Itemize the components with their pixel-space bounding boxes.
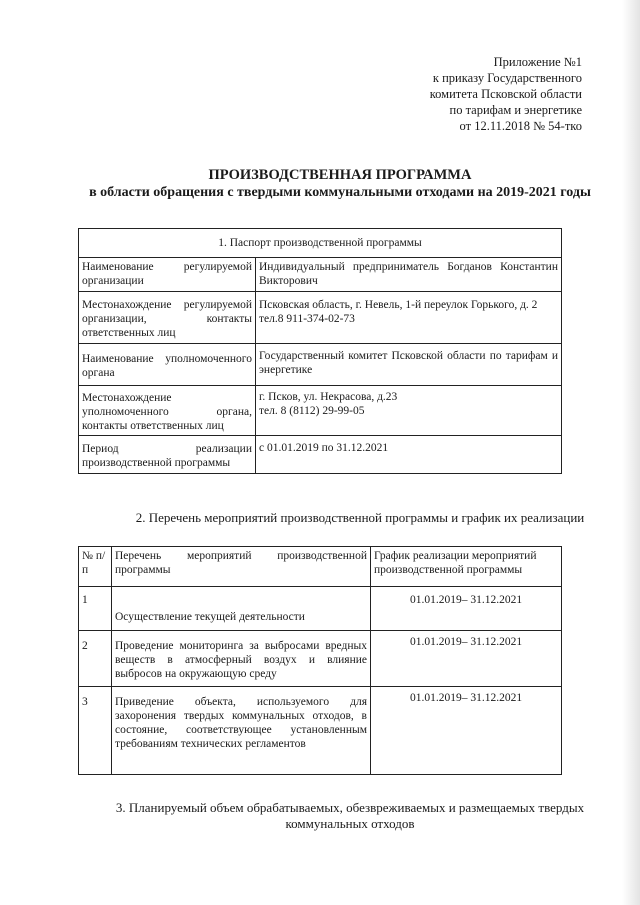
section-3-heading: 3. Планируемый объем обрабатываемых, обезвреживаемых и размещаемых твердых коммунальных отходов bbox=[115, 800, 585, 831]
section-2-heading: 2. Перечень мероприятий производственной программы и график их реализации bbox=[135, 510, 585, 525]
event-name: Приведение объекта, используемого для захоронения твердых коммунальных отходов, в состояние, соответствующее установленным требованиям технических регламентов bbox=[112, 687, 371, 775]
passport-label: Наименование уполномоченного органа bbox=[79, 344, 256, 386]
table-row bbox=[79, 436, 562, 474]
event-schedule: 01.01.2019– 31.12.2021 bbox=[371, 631, 562, 687]
passport-label: Период реализации производственной программы bbox=[79, 436, 256, 474]
passport-table bbox=[78, 228, 562, 474]
appendix-reference bbox=[342, 54, 582, 134]
table-row bbox=[79, 547, 562, 587]
passport-value-text: с 01.01.2019 по 31.12.2021 bbox=[259, 442, 389, 454]
column-header: № п/п bbox=[79, 547, 112, 587]
table-row bbox=[79, 229, 562, 258]
title-subtitle: в области обращения с твердыми коммунальными отходами на 2019-2021 годы bbox=[89, 185, 591, 200]
passport-value bbox=[256, 436, 562, 474]
table-row bbox=[79, 292, 562, 344]
passport-value bbox=[256, 344, 562, 386]
event-name: Проведение мониторинга за выбросами вредных веществ в атмосферный воздух и влияние выбросов на окружающую среду bbox=[112, 631, 371, 687]
document-title bbox=[60, 166, 620, 202]
row-number: 2 bbox=[79, 631, 112, 687]
event-schedule: 01.01.2019– 31.12.2021 bbox=[371, 587, 562, 631]
table-row bbox=[79, 344, 562, 386]
title-main: ПРОИЗВОДСТВЕННАЯ ПРОГРАММА bbox=[208, 167, 472, 183]
table-row bbox=[79, 687, 562, 775]
passport-value-phone: тел. 8 (8112) 29-99-05 bbox=[259, 405, 365, 417]
column-header: График реализации мероприятий производственной программы bbox=[371, 547, 562, 587]
table-row bbox=[79, 587, 562, 631]
row-number: 1 bbox=[79, 587, 112, 631]
row-number: 3 bbox=[79, 687, 112, 775]
passport-heading: 1. Паспорт производственной программы bbox=[79, 229, 562, 258]
passport-value bbox=[256, 258, 562, 292]
event-schedule: 01.01.2019– 31.12.2021 bbox=[371, 687, 562, 775]
passport-value-text: Индивидуальный предприниматель Богданов Константин Викторович bbox=[259, 261, 558, 287]
table-row bbox=[79, 386, 562, 436]
appendix-line: Приложение №1 bbox=[493, 55, 582, 69]
passport-label: Наименование регулируемой организации bbox=[79, 258, 256, 292]
column-header: Перечень мероприятий производственной программы bbox=[112, 547, 371, 587]
passport-value bbox=[256, 386, 562, 436]
passport-label: Местонахождение регулируемой организации, контакты ответственных лиц bbox=[79, 292, 256, 344]
passport-value-text: Государственный комитет Псковской области по тарифам и энергетике bbox=[259, 350, 558, 376]
scan-edge-shadow bbox=[622, 0, 640, 905]
passport-value-text: Псковская область, г. Невель, 1-й переулок Горького, д. 2 bbox=[259, 299, 538, 311]
passport-label: Местонахождение уполномоченного органа, контакты ответственных лиц bbox=[79, 386, 256, 436]
passport-value-text: г. Псков, ул. Некрасова, д.23 bbox=[259, 391, 398, 403]
passport-value-phone: тел.8 911-374-02-73 bbox=[259, 313, 355, 325]
appendix-line: к приказу Государственного bbox=[432, 71, 582, 85]
events-table bbox=[78, 546, 562, 775]
event-name: Осуществление текущей деятельности bbox=[112, 587, 371, 631]
passport-value bbox=[256, 292, 562, 344]
table-row bbox=[79, 258, 562, 292]
appendix-line: комитета Псковской области bbox=[429, 87, 582, 101]
appendix-line: по тарифам и энергетике bbox=[449, 103, 582, 117]
appendix-line: от 12.11.2018 № 54-тко bbox=[459, 119, 582, 133]
table-row bbox=[79, 631, 562, 687]
